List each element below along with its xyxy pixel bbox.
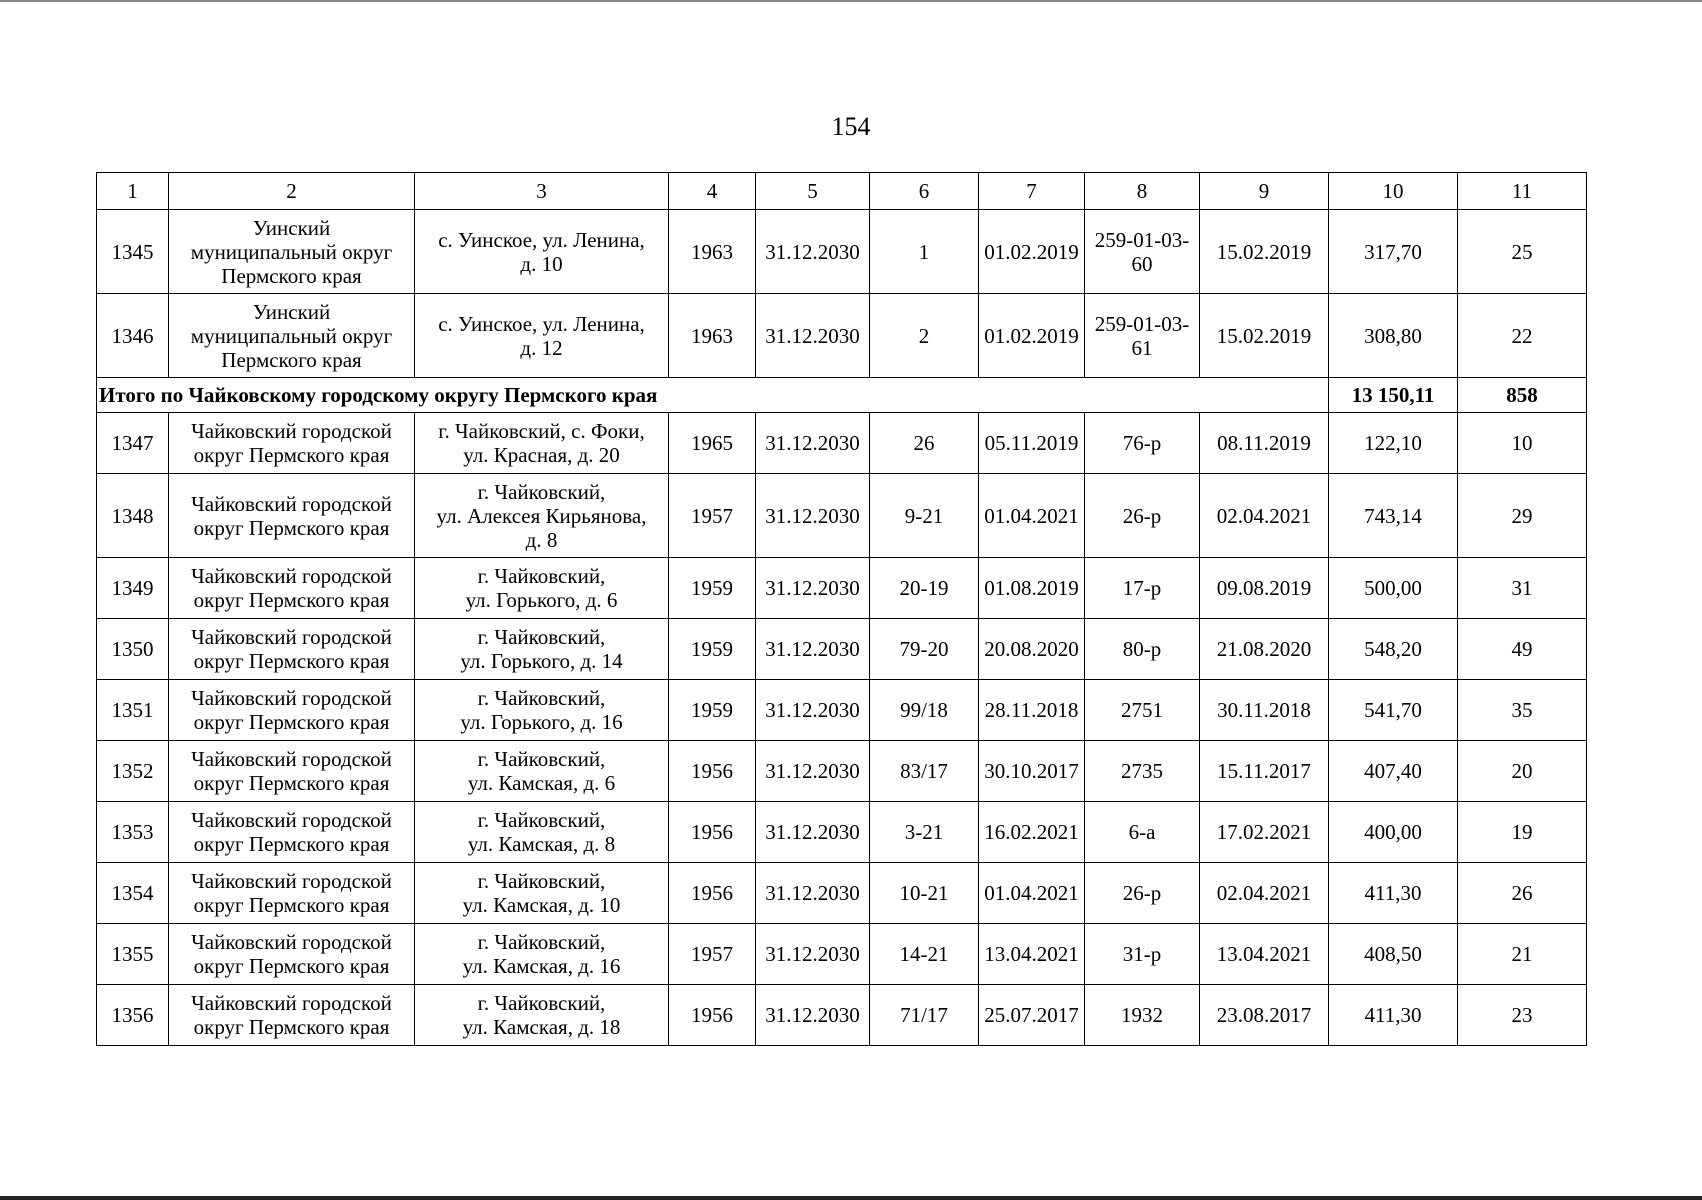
cell-line: ул. Камская, д. 8	[467, 832, 616, 856]
column-header: 8	[1085, 173, 1200, 210]
row-number: 1349	[97, 558, 169, 619]
year-cell: 1963	[669, 210, 756, 294]
document-number-cell	[1085, 558, 1200, 619]
number-cell: 9-21	[870, 474, 979, 558]
address-cell	[415, 619, 669, 680]
table-row	[97, 924, 1587, 985]
number-cell: 99/18	[870, 680, 979, 741]
count-cell: 25	[1458, 210, 1587, 294]
cell-line: округ Пермского края	[193, 515, 390, 540]
total-area: 13 150,11	[1329, 378, 1458, 413]
count-cell: 26	[1458, 863, 1587, 924]
cell-line: 26-р	[1122, 503, 1162, 528]
row-number: 1356	[97, 985, 169, 1046]
address-cell	[415, 210, 669, 294]
date-cell: 01.04.2021	[979, 474, 1085, 558]
table-row	[97, 413, 1587, 474]
cell-line: Чайковский городской	[191, 564, 392, 588]
total-row	[97, 378, 1587, 413]
total-label: Итого по Чайковскому городскому округу Пермского края	[97, 378, 1329, 413]
municipality-cell	[169, 210, 415, 294]
date-cell: 01.08.2019	[979, 558, 1085, 619]
area-cell: 541,70	[1329, 680, 1458, 741]
date-cell: 31.12.2030	[756, 985, 870, 1046]
year-cell: 1956	[669, 863, 756, 924]
cell-line: 259-01-03-	[1094, 227, 1190, 252]
column-header: 2	[169, 173, 415, 210]
date-cell: 31.12.2030	[756, 741, 870, 802]
column-header: 4	[669, 173, 756, 210]
cell-line: Чайковский городской	[191, 930, 392, 954]
cell-line: ул. Красная, д. 20	[463, 443, 620, 467]
header-row	[97, 173, 1587, 210]
cell-line: округ Пермского края	[193, 954, 390, 978]
date-cell: 30.11.2018	[1200, 680, 1329, 741]
date-cell: 16.02.2021	[979, 802, 1085, 863]
date-cell: 13.04.2021	[979, 924, 1085, 985]
date-cell: 23.08.2017	[1200, 985, 1329, 1046]
document-number-cell	[1085, 619, 1200, 680]
address-cell	[415, 741, 669, 802]
year-cell: 1959	[669, 619, 756, 680]
page-number: 154	[831, 112, 871, 141]
cell-line: ул. Горького, д. 14	[460, 649, 623, 673]
document-number-cell	[1085, 413, 1200, 474]
scan-bottom-edge	[0, 1196, 1702, 1200]
row-number: 1350	[97, 619, 169, 680]
document-number-cell	[1085, 924, 1200, 985]
date-cell: 01.02.2019	[979, 294, 1085, 378]
number-cell: 26	[870, 413, 979, 474]
area-cell: 122,10	[1329, 413, 1458, 474]
cell-line: Пермского края	[221, 347, 362, 372]
cell-line: 80-р	[1122, 637, 1162, 661]
column-header: 11	[1458, 173, 1587, 210]
cell-line: округ Пермского края	[193, 649, 390, 673]
year-cell: 1957	[669, 924, 756, 985]
municipality-cell	[169, 294, 415, 378]
cell-line: Чайковский городской	[191, 686, 392, 710]
date-cell: 01.02.2019	[979, 210, 1085, 294]
year-cell: 1959	[669, 680, 756, 741]
housing-table	[96, 172, 1587, 1046]
date-cell: 01.04.2021	[979, 863, 1085, 924]
cell-line: д. 12	[520, 335, 563, 360]
cell-line: 2735	[1121, 759, 1163, 783]
number-cell: 14-21	[870, 924, 979, 985]
cell-line: Уинский	[252, 215, 331, 240]
year-cell: 1956	[669, 741, 756, 802]
count-cell: 22	[1458, 294, 1587, 378]
date-cell: 15.02.2019	[1200, 210, 1329, 294]
table-row	[97, 619, 1587, 680]
number-cell: 1	[870, 210, 979, 294]
date-cell: 09.08.2019	[1200, 558, 1329, 619]
year-cell: 1963	[669, 294, 756, 378]
area-cell: 411,30	[1329, 863, 1458, 924]
cell-line: Чайковский городской	[191, 869, 392, 893]
cell-line: г. Чайковский,	[477, 808, 606, 832]
municipality-cell	[169, 474, 415, 558]
column-header: 5	[756, 173, 870, 210]
area-cell: 411,30	[1329, 985, 1458, 1046]
table-row	[97, 985, 1587, 1046]
column-header: 10	[1329, 173, 1458, 210]
document-number-cell	[1085, 210, 1200, 294]
area-cell: 400,00	[1329, 802, 1458, 863]
cell-line: округ Пермского края	[193, 588, 390, 612]
document-number-cell	[1085, 985, 1200, 1046]
year-cell: 1956	[669, 802, 756, 863]
cell-line: г. Чайковский,	[477, 564, 606, 588]
count-cell: 19	[1458, 802, 1587, 863]
cell-line: 6-а	[1128, 820, 1156, 844]
area-cell: 408,50	[1329, 924, 1458, 985]
address-cell	[415, 294, 669, 378]
cell-line: 76-р	[1122, 431, 1162, 455]
cell-line: 26-р	[1122, 881, 1162, 905]
cell-line: округ Пермского края	[193, 1015, 390, 1039]
cell-line: муниципальный округ	[190, 323, 393, 348]
date-cell: 21.08.2020	[1200, 619, 1329, 680]
cell-line: 1932	[1121, 1003, 1163, 1027]
count-cell: 31	[1458, 558, 1587, 619]
date-cell: 31.12.2030	[756, 802, 870, 863]
cell-line: ул. Камская, д. 16	[462, 954, 621, 978]
row-number: 1353	[97, 802, 169, 863]
column-header: 1	[97, 173, 169, 210]
address-cell	[415, 924, 669, 985]
table-row	[97, 863, 1587, 924]
column-header: 7	[979, 173, 1085, 210]
date-cell: 31.12.2030	[756, 863, 870, 924]
year-cell: 1965	[669, 413, 756, 474]
area-cell: 743,14	[1329, 474, 1458, 558]
row-number: 1345	[97, 210, 169, 294]
cell-line: д. 8	[525, 527, 558, 552]
cell-line: Чайковский городской	[191, 747, 392, 771]
date-cell: 20.08.2020	[979, 619, 1085, 680]
cell-line: округ Пермского края	[193, 893, 390, 917]
address-cell	[415, 985, 669, 1046]
table-body	[97, 173, 1587, 1046]
row-number: 1355	[97, 924, 169, 985]
address-cell	[415, 474, 669, 558]
address-cell	[415, 863, 669, 924]
document-number-cell	[1085, 294, 1200, 378]
cell-line: г. Чайковский,	[477, 991, 606, 1015]
date-cell: 31.12.2030	[756, 413, 870, 474]
cell-line: Чайковский городской	[191, 419, 392, 443]
document-number-cell	[1085, 863, 1200, 924]
cell-line: Чайковский городской	[191, 625, 392, 649]
date-cell: 02.04.2021	[1200, 474, 1329, 558]
area-cell: 407,40	[1329, 741, 1458, 802]
number-cell: 79-20	[870, 619, 979, 680]
row-number: 1346	[97, 294, 169, 378]
table-row	[97, 741, 1587, 802]
number-cell: 71/17	[870, 985, 979, 1046]
cell-line: муниципальный округ	[190, 239, 393, 264]
table-row	[97, 802, 1587, 863]
document-number-cell	[1085, 802, 1200, 863]
column-header: 3	[415, 173, 669, 210]
area-cell: 308,80	[1329, 294, 1458, 378]
table-row	[97, 474, 1587, 558]
date-cell: 31.12.2030	[756, 924, 870, 985]
date-cell: 31.12.2030	[756, 294, 870, 378]
table-row	[97, 558, 1587, 619]
date-cell: 02.04.2021	[1200, 863, 1329, 924]
number-cell: 20-19	[870, 558, 979, 619]
cell-line: с. Уинское, ул. Ленина,	[438, 227, 645, 252]
row-number: 1354	[97, 863, 169, 924]
cell-line: Пермского края	[221, 263, 362, 288]
address-cell	[415, 802, 669, 863]
date-cell: 15.11.2017	[1200, 741, 1329, 802]
row-number: 1351	[97, 680, 169, 741]
cell-line: округ Пермского края	[193, 832, 390, 856]
date-cell: 31.12.2030	[756, 210, 870, 294]
date-cell: 31.12.2030	[756, 619, 870, 680]
cell-line: 259-01-03-	[1094, 311, 1190, 336]
total-count: 858	[1458, 378, 1587, 413]
municipality-cell	[169, 802, 415, 863]
municipality-cell	[169, 680, 415, 741]
scan-top-edge	[0, 0, 1702, 2]
cell-line: ул. Камская, д. 10	[462, 893, 621, 917]
year-cell: 1959	[669, 558, 756, 619]
date-cell: 17.02.2021	[1200, 802, 1329, 863]
column-header: 6	[870, 173, 979, 210]
municipality-cell	[169, 741, 415, 802]
cell-line: округ Пермского края	[193, 443, 390, 467]
area-cell: 500,00	[1329, 558, 1458, 619]
cell-line: Чайковский городской	[191, 808, 392, 832]
row-number: 1348	[97, 474, 169, 558]
row-number: 1347	[97, 413, 169, 474]
cell-line: г. Чайковский,	[477, 479, 606, 504]
area-cell: 548,20	[1329, 619, 1458, 680]
count-cell: 23	[1458, 985, 1587, 1046]
address-cell	[415, 413, 669, 474]
cell-line: г. Чайковский, с. Фоки,	[438, 419, 645, 443]
count-cell: 29	[1458, 474, 1587, 558]
date-cell: 05.11.2019	[979, 413, 1085, 474]
municipality-cell	[169, 558, 415, 619]
cell-line: Чайковский городской	[191, 991, 392, 1015]
cell-line: ул. Алексея Кирьянова,	[436, 503, 647, 528]
table-row	[97, 210, 1587, 294]
cell-line: с. Уинское, ул. Ленина,	[438, 311, 645, 336]
row-number: 1352	[97, 741, 169, 802]
document-number-cell	[1085, 680, 1200, 741]
area-cell: 317,70	[1329, 210, 1458, 294]
date-cell: 13.04.2021	[1200, 924, 1329, 985]
cell-line: д. 10	[520, 251, 563, 276]
cell-line: ул. Горького, д. 6	[465, 588, 618, 612]
year-cell: 1956	[669, 985, 756, 1046]
document-number-cell	[1085, 474, 1200, 558]
cell-line: округ Пермского края	[193, 771, 390, 795]
date-cell: 30.10.2017	[979, 741, 1085, 802]
document-number-cell	[1085, 741, 1200, 802]
cell-line: г. Чайковский,	[477, 869, 606, 893]
municipality-cell	[169, 863, 415, 924]
date-cell: 31.12.2030	[756, 680, 870, 741]
municipality-cell	[169, 619, 415, 680]
date-cell: 28.11.2018	[979, 680, 1085, 741]
number-cell: 83/17	[870, 741, 979, 802]
date-cell: 31.12.2030	[756, 474, 870, 558]
address-cell	[415, 680, 669, 741]
number-cell: 2	[870, 294, 979, 378]
cell-line: ул. Камская, д. 6	[467, 771, 616, 795]
cell-line: 2751	[1121, 698, 1163, 722]
count-cell: 20	[1458, 741, 1587, 802]
cell-line: г. Чайковский,	[477, 747, 606, 771]
cell-line: 61	[1131, 335, 1153, 360]
cell-line: ул. Камская, д. 18	[462, 1015, 621, 1039]
number-cell: 3-21	[870, 802, 979, 863]
table-row	[97, 294, 1587, 378]
column-header: 9	[1200, 173, 1329, 210]
count-cell: 10	[1458, 413, 1587, 474]
municipality-cell	[169, 985, 415, 1046]
cell-line: Уинский	[252, 299, 331, 324]
count-cell: 21	[1458, 924, 1587, 985]
address-cell	[415, 558, 669, 619]
date-cell: 15.02.2019	[1200, 294, 1329, 378]
cell-line: г. Чайковский,	[477, 686, 606, 710]
count-cell: 35	[1458, 680, 1587, 741]
cell-line: г. Чайковский,	[477, 930, 606, 954]
municipality-cell	[169, 924, 415, 985]
cell-line: Чайковский городской	[191, 491, 392, 516]
cell-line: 31-р	[1122, 942, 1162, 966]
municipality-cell	[169, 413, 415, 474]
cell-line: ул. Горького, д. 16	[460, 710, 623, 734]
cell-line: 60	[1131, 251, 1153, 276]
count-cell: 49	[1458, 619, 1587, 680]
number-cell: 10-21	[870, 863, 979, 924]
cell-line: г. Чайковский,	[477, 625, 606, 649]
year-cell: 1957	[669, 474, 756, 558]
date-cell: 25.07.2017	[979, 985, 1085, 1046]
date-cell: 31.12.2030	[756, 558, 870, 619]
cell-line: округ Пермского края	[193, 710, 390, 734]
date-cell: 08.11.2019	[1200, 413, 1329, 474]
table-row	[97, 680, 1587, 741]
cell-line: 17-р	[1122, 576, 1162, 600]
